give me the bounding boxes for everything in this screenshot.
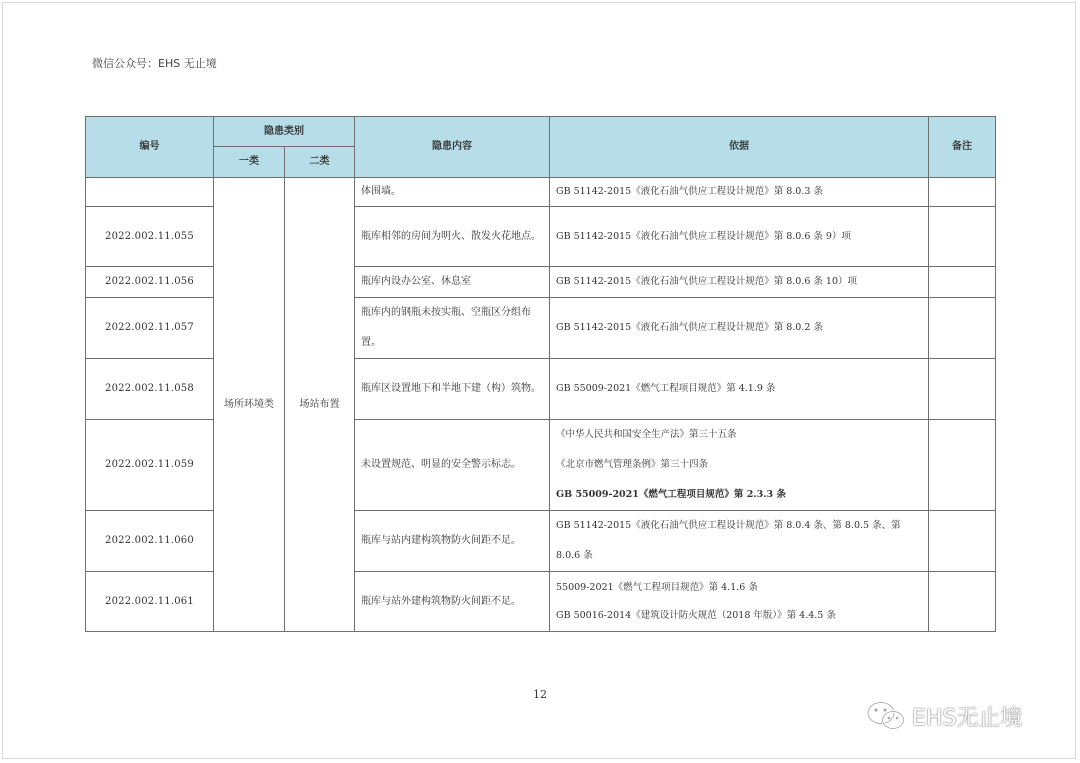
row-remarks xyxy=(929,267,996,298)
row-number xyxy=(86,178,214,207)
header-category-1: 一类 xyxy=(214,147,285,178)
row-basis xyxy=(550,359,929,420)
basis-line: 《中华人民共和国安全生产法》第三十五条 xyxy=(556,429,737,440)
row-basis xyxy=(550,178,929,207)
table-row xyxy=(86,178,996,207)
hazard-table xyxy=(85,116,996,632)
row-number: 2022.002.11.060 xyxy=(86,511,214,572)
basis-line: GB 51142-2015《液化石油气供应工程设计规范》第 8.0.6 条 10）项 xyxy=(556,276,858,287)
category-1-cell: 场所环境类 xyxy=(214,178,285,632)
basis-line: GB 51142-2015《液化石油气供应工程设计规范》第 8.0.6 条 9）项 xyxy=(556,230,851,242)
row-remarks xyxy=(929,178,996,207)
row-content: 体围墙。 xyxy=(355,178,550,207)
row-basis xyxy=(550,298,929,359)
header-category-2: 二类 xyxy=(285,147,355,178)
watermark xyxy=(866,700,1022,732)
watermark-text: EHS无止境 xyxy=(912,705,1023,731)
basis-line: 《北京市燃气管理条例》第三十四条 xyxy=(556,459,709,470)
row-remarks xyxy=(929,359,996,420)
row-number: 2022.002.11.058 xyxy=(86,359,214,420)
row-content: 瓶库区设置地下和半地下建（构）筑物。 xyxy=(355,359,550,420)
basis-line: GB 51142-2015《液化石油气供应工程设计规范》第 8.0.3 条 xyxy=(556,186,823,197)
row-content: 瓶库与站内建构筑物防火间距不足。 xyxy=(355,511,550,572)
header-number: 编号 xyxy=(86,117,214,178)
row-number: 2022.002.11.057 xyxy=(86,298,214,359)
row-content: 瓶库相邻的房间为明火、散发火花地点。 xyxy=(355,207,550,267)
header-category-group: 隐患类别 xyxy=(214,117,355,147)
row-number: 2022.002.11.056 xyxy=(86,267,214,298)
row-number: 2022.002.11.061 xyxy=(86,572,214,632)
basis-line: 55009-2021《燃气工程项目规范》第 4.1.6 条 xyxy=(556,581,758,593)
header-note: 微信公众号：EHS 无止境 xyxy=(92,57,217,70)
row-number: 2022.002.11.059 xyxy=(86,420,214,511)
row-basis xyxy=(550,511,929,572)
page-number: 12 xyxy=(533,688,547,701)
row-basis xyxy=(550,267,929,298)
category-2-cell: 场站布置 xyxy=(285,178,355,632)
basis-line: GB 55009-2021《燃气工程项目规范》第 4.1.9 条 xyxy=(556,383,776,394)
basis-line: GB 55009-2021《燃气工程项目规范》第 2.3.3 条 xyxy=(556,489,786,500)
header-remarks: 备注 xyxy=(929,117,996,178)
basis-line: GB 50016-2014《建筑设计防火规范（2018 年版）》第 4.4.5 条 xyxy=(556,609,836,621)
wechat-icon xyxy=(866,700,906,732)
row-basis xyxy=(550,572,929,632)
row-number: 2022.002.11.055 xyxy=(86,207,214,267)
row-remarks xyxy=(929,420,996,511)
row-content: 未设置规范、明显的安全警示标志。 xyxy=(355,420,550,511)
row-content: 瓶库与站外建构筑物防火间距不足。 xyxy=(355,572,550,632)
row-content: 瓶库内设办公室、休息室 xyxy=(355,267,550,298)
row-basis xyxy=(550,420,929,511)
row-content: 瓶库内的钢瓶未按实瓶、空瓶区分组布置。 xyxy=(355,298,550,359)
row-basis xyxy=(550,207,929,267)
header-content: 隐患内容 xyxy=(355,117,550,178)
row-remarks xyxy=(929,511,996,572)
header-basis: 依据 xyxy=(550,117,929,178)
basis-line: GB 51142-2015《液化石油气供应工程设计规范》第 8.0.2 条 xyxy=(556,322,823,333)
basis-line: GB 51142-2015《液化石油气供应工程设计规范》第 8.0.4 条、第 8.0.5 条、第 8.0.6 条 xyxy=(556,520,901,561)
row-remarks xyxy=(929,572,996,632)
row-remarks xyxy=(929,207,996,267)
row-remarks xyxy=(929,298,996,359)
